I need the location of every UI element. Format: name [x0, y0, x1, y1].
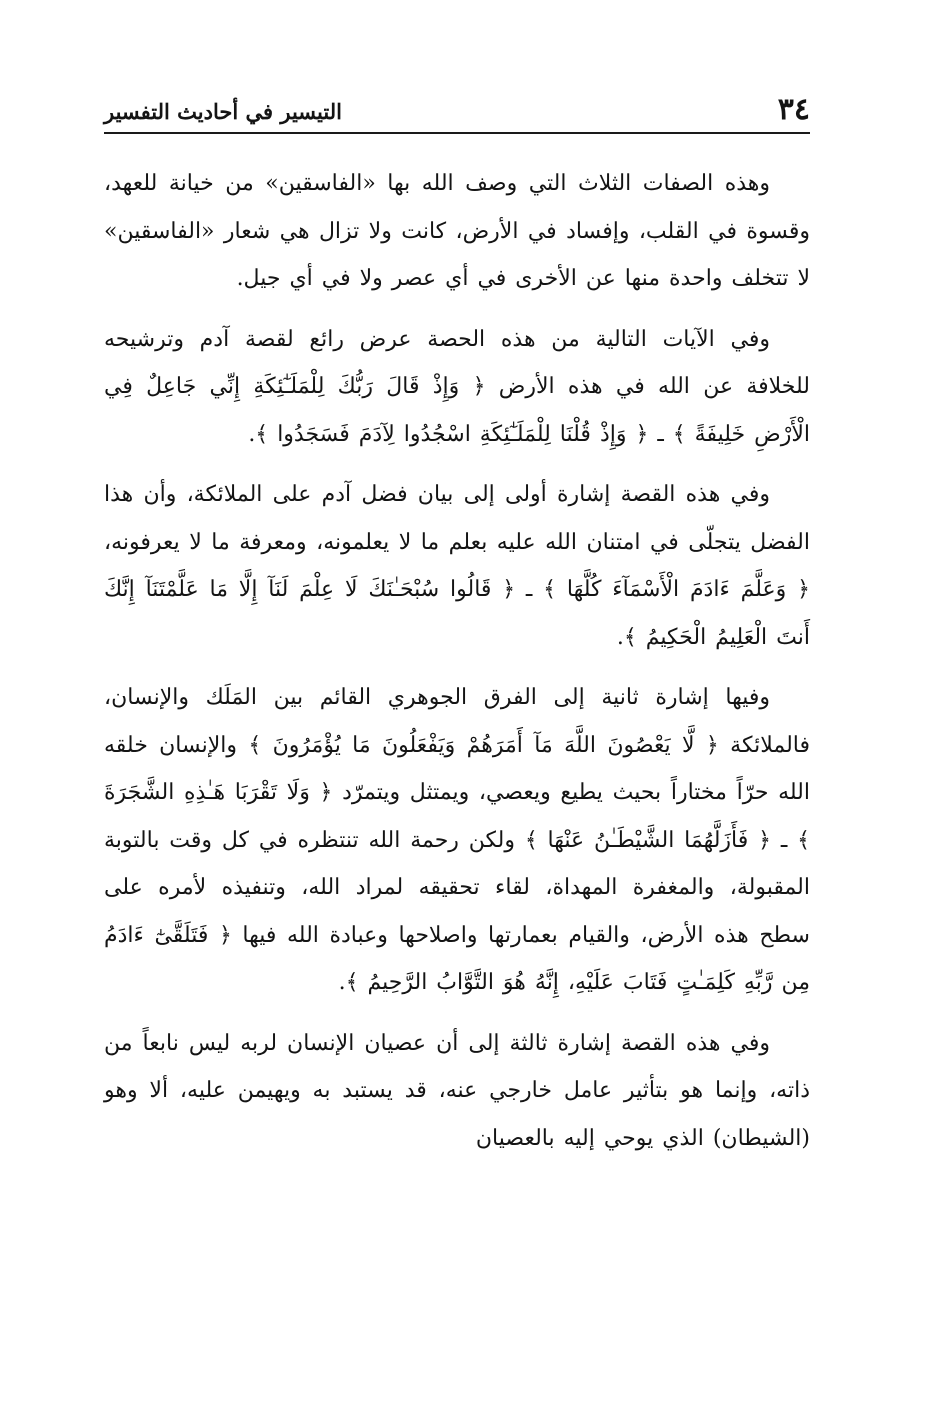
paragraph-first-indication: وفي هذه القصة إشارة أولى إلى بيان فضل آدم على الملائكة، وأن هذا الفضل يتجلّى في امتنان الله عليه بعلم ما لا يعلمونه، ومعرفة ما لا يعرفونه، ﴿ وَعَلَّمَ ءَادَمَ الْأَسْمَآءَ كُلَّهَا ﴾ ـ ﴿ قَالُوا سُبْحَـٰنَكَ لَا عِلْمَ لَنَآ إِلَّا مَا عَلَّمْتَنَآ إِنَّكَ أَنتَ الْعَلِيمُ الْحَكِيمُ ﴾. — [104, 482, 810, 650]
body-text — [104, 160, 810, 1172]
page-header — [104, 92, 810, 134]
paragraph-third-indication: وفي هذه القصة إشارة ثالثة إلى أن عصيان الإنسان لربه ليس نابعاً من ذاته، وإنما هو بتأثير عامل خارجي عنه، قد يستبد به ويهيمن عليه، ألا وهو (الشيطان) الذي يوحي إليه بالعصيان — [104, 1030, 810, 1151]
running-title: التيسير في أحاديث التفسير — [104, 99, 342, 124]
paragraph-second-indication: وفيها إشارة ثانية إلى الفرق الجوهري القائم بين المَلَك والإنسان، فالملائكة ﴿ لَّا يَعْصُونَ اللَّهَ مَآ أَمَرَهُمْ وَيَفْعَلُونَ مَا يُؤْمَرُونَ ﴾ والإنسان خلقه الله حرّاً مختاراً بحيث يطيع ويعصي، ويمتثل ويتمرّد ﴿ وَلَا تَقْرَبَا هَـٰذِهِ الشَّجَرَةَ ﴾ ـ ﴿ فَأَزَلَّهُمَا الشَّيْطَـٰنُ عَنْهَا ﴾ ولكن رحمة الله تنتظره في كل وقت بالتوبة المقبولة، والمغفرة المهداة، لقاء تحقيقه لمراد الله، وتنفيذه لأمره على سطح هذه الأرض، والقيام بعمارتها واصلاحها وعبادة الله فيها ﴿ فَتَلَقَّىٰٓ ءَادَمُ مِن رَّبِّهِ كَلِمَـٰتٍ فَتَابَ عَلَيْهِ، إِنَّهُ هُوَ التَّوَّابُ الرَّحِيمُ ﴾. — [104, 685, 810, 995]
page-number: ٣٤ — [777, 92, 810, 127]
paragraph-fasiqin-traits: وهذه الصفات الثلاث التي وصف الله بها «الفاسقين» من خيانة للعهد، وقسوة في القلب، وإفساد في الأرض، كانت ولا تزال هي شعار «الفاسقين» لا تتخلف واحدة منها عن الأخرى في أي عصر ولا في أي جيل. — [104, 171, 810, 291]
paragraph-adam-story: وفي الآيات التالية من هذه الحصة عرض رائع لقصة آدم وترشيحه للخلافة عن الله في هذه الأرض ﴿ وَإِذْ قَالَ رَبُّكَ لِلْمَلَـٰٓئِكَةِ إِنِّي جَاعِلٌ فِي الْأَرْضِ خَلِيفَةً ﴾ ـ ﴿ وَإِذْ قُلْنَا لِلْمَلَـٰٓئِكَةِ اسْجُدُوا لِآدَمَ فَسَجَدُوا ﴾. — [104, 326, 810, 447]
